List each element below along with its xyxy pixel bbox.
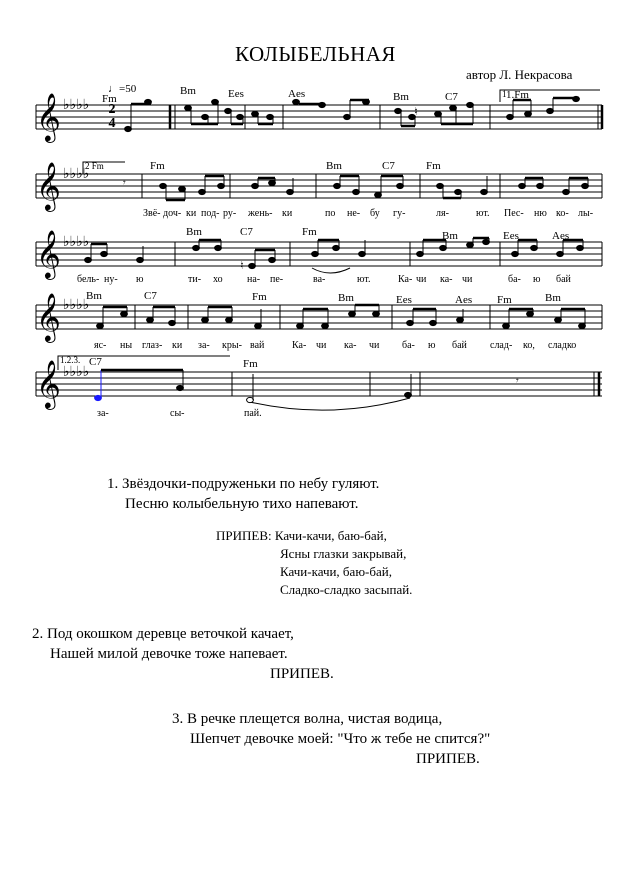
lyric-syllable: кры- bbox=[222, 340, 242, 351]
author-credit: автор Л. Некрасова bbox=[466, 67, 573, 82]
lyric-syllable: доч- bbox=[163, 208, 182, 219]
lyric-syllable: пе- bbox=[270, 274, 284, 285]
time-signature bbox=[106, 103, 118, 131]
lyric-syllable: Пес- bbox=[504, 208, 524, 219]
lyric-syllable: за- bbox=[198, 340, 210, 351]
treble-clef-icon: 𝄞 bbox=[36, 292, 61, 341]
lyric-syllable: чи bbox=[416, 274, 427, 285]
lyric-syllable: Ка- bbox=[292, 340, 307, 351]
bar-lines bbox=[36, 102, 602, 396]
slur bbox=[312, 268, 350, 273]
lyric-syllable: Звё- bbox=[143, 208, 161, 219]
lyric-syllable: ют. bbox=[476, 208, 490, 219]
lyric-syllable: пай. bbox=[244, 408, 262, 419]
chord: Ees bbox=[396, 294, 412, 306]
lyric-syllable: не- bbox=[347, 208, 361, 219]
chord: Bm bbox=[86, 290, 102, 302]
verse-line: 1. Звёздочки-подруженьки по небу гуляют. bbox=[107, 476, 380, 492]
lyric-syllable: ка- bbox=[344, 340, 357, 351]
chord: Ees bbox=[228, 88, 244, 100]
lyric-syllable: чи bbox=[462, 274, 473, 285]
chord: Bm bbox=[338, 292, 354, 304]
verse-line: 2. Под окошком деревце веточкой качает, bbox=[32, 626, 294, 642]
chord: 1.Fm bbox=[506, 89, 529, 101]
lyric-syllable: ют. bbox=[357, 274, 371, 285]
chord: Bm bbox=[186, 226, 202, 238]
lyric-syllable: чи bbox=[369, 340, 380, 351]
lyric-syllable: вай bbox=[250, 340, 265, 351]
lyric-syllable: жень- bbox=[248, 208, 273, 219]
lyric-syllable: ба- bbox=[402, 340, 415, 351]
notes bbox=[85, 96, 589, 402]
chorus-label: ПРИПЕВ: bbox=[216, 528, 272, 543]
flat-key-signature-icon: ♭♭♭♭ bbox=[63, 234, 90, 250]
volta-label-1: 1 bbox=[502, 89, 507, 99]
lyric-syllable: ки bbox=[172, 340, 183, 351]
treble-clef-icon: 𝄞 bbox=[36, 229, 61, 278]
time-signature-bottom: 4 bbox=[108, 116, 116, 131]
treble-clef-icon: 𝄞 bbox=[36, 161, 61, 210]
lyric-syllable: ны bbox=[120, 340, 133, 351]
chord: Fm bbox=[243, 358, 258, 370]
song-title: КОЛЫБЕЛЬНАЯ bbox=[235, 42, 396, 66]
natural-sign-icon: ♮ bbox=[240, 260, 244, 272]
chorus-line: Сладко-сладко засыпай. bbox=[280, 582, 413, 597]
time-signature-top: 2 bbox=[108, 102, 116, 117]
lyric-syllable: ю bbox=[428, 340, 436, 351]
lyric-syllable: гу- bbox=[393, 208, 406, 219]
lyric-syllable: Ка- bbox=[398, 274, 413, 285]
lyric-syllable: глаз- bbox=[142, 340, 163, 351]
chorus-line: Качи-качи, баю-бай, bbox=[280, 564, 392, 579]
lyric-syllable: яс- bbox=[94, 340, 107, 351]
chorus-line: Качи-качи, баю-бай, bbox=[274, 528, 387, 543]
flat-key-signature-icon: ♭♭♭♭ bbox=[63, 297, 90, 313]
chorus-reference: ПРИПЕВ. bbox=[270, 666, 334, 682]
chorus-reference: ПРИПЕВ. bbox=[416, 751, 480, 767]
lyric-syllable: ти- bbox=[188, 274, 202, 285]
chord: Bm bbox=[326, 160, 342, 172]
flat-key-signature-icon: ♭♭♭♭ bbox=[63, 364, 90, 380]
lyric-syllable: ки bbox=[282, 208, 293, 219]
chord: Bm bbox=[180, 85, 196, 97]
lyric-syllable: слад- bbox=[490, 340, 513, 351]
chord: Fm bbox=[302, 226, 317, 238]
lyric-syllable: ню bbox=[534, 208, 547, 219]
lyric-syllable: ва- bbox=[313, 274, 326, 285]
chord: C7 bbox=[144, 290, 157, 302]
lyric-syllable: ка- bbox=[440, 274, 453, 285]
chord: Bm bbox=[442, 230, 458, 242]
lyric-syllable: ко, bbox=[523, 340, 535, 351]
chord: Fm bbox=[497, 294, 512, 306]
lyric-syllable: по bbox=[325, 208, 336, 219]
staff-2 bbox=[36, 174, 602, 198]
lyric-syllable: ю bbox=[136, 274, 144, 285]
chord: Bm bbox=[393, 91, 409, 103]
staff-1 bbox=[36, 102, 602, 129]
chord: Bm bbox=[545, 292, 561, 304]
treble-clef-icon: 𝄞 bbox=[36, 359, 61, 408]
lyric-syllable: под- bbox=[201, 208, 220, 219]
flat-key-signature-icon: ♭♭♭♭ bbox=[63, 166, 90, 182]
volta-label-2: 2 Fm bbox=[85, 161, 104, 171]
lyric-syllable: бай bbox=[452, 340, 467, 351]
rest-icon: 𝄾 bbox=[122, 178, 125, 189]
tempo-marking: ♩=50 bbox=[108, 83, 137, 95]
lyric-syllable: сладко bbox=[548, 340, 577, 351]
lyric-syllable: чи bbox=[316, 340, 327, 351]
verse-2 bbox=[32, 624, 334, 684]
lyric-syllable: лы- bbox=[578, 208, 594, 219]
chord: Aes bbox=[455, 294, 473, 306]
lyric-syllable: бай bbox=[556, 274, 571, 285]
lyric-syllable: бу bbox=[370, 208, 380, 219]
lyric-syllable: ки bbox=[186, 208, 197, 219]
lyric-syllable: ко- bbox=[556, 208, 569, 219]
chord: Fm bbox=[102, 93, 117, 105]
chord: Aes bbox=[552, 230, 570, 242]
verse-line: Нашей милой девочке тоже напевает. bbox=[50, 646, 288, 662]
chord: C7 bbox=[382, 160, 395, 172]
chord: Fm bbox=[252, 291, 267, 303]
chord: Fm bbox=[150, 160, 165, 172]
natural-sign-icon: ♮ bbox=[414, 106, 418, 118]
lyric-syllable: хо bbox=[213, 274, 223, 285]
chorus-block bbox=[216, 527, 412, 599]
chord: Ees bbox=[503, 230, 519, 242]
verse-1 bbox=[107, 474, 379, 514]
volta-label-final: 1.2.3. bbox=[60, 355, 81, 365]
verse-line: 3. В речке плещется волна, чистая водица, bbox=[172, 711, 443, 727]
tie bbox=[250, 398, 410, 410]
lyric-syllable: ю bbox=[533, 274, 541, 285]
chord: Aes bbox=[288, 88, 306, 100]
verse-line: Шепчет девочке моей: "Что ж тебе не спится?" bbox=[190, 731, 491, 747]
treble-clef-icon: 𝄞 bbox=[36, 92, 61, 141]
chord: C7 bbox=[240, 226, 253, 238]
chorus-line: Ясны глазки закрывай, bbox=[280, 546, 407, 561]
lyric-syllable: ля- bbox=[436, 208, 449, 219]
lyric-syllable: ну- bbox=[104, 274, 118, 285]
rest-icon: 𝄾 bbox=[515, 376, 518, 387]
lyric-syllable: бель- bbox=[77, 274, 100, 285]
flat-key-signature-icon: ♭♭♭♭ bbox=[63, 97, 90, 113]
chord: C7 bbox=[89, 356, 102, 368]
verse-3 bbox=[172, 709, 490, 769]
lyric-syllable: на- bbox=[247, 274, 261, 285]
lyric-syllable: ба- bbox=[508, 274, 521, 285]
lyric-syllable: ру- bbox=[223, 208, 237, 219]
verse-line: Песню колыбельную тихо напевают. bbox=[125, 496, 359, 512]
lyric-syllable: за- bbox=[97, 408, 109, 419]
lyric-syllable: сы- bbox=[170, 408, 185, 419]
chord: Fm bbox=[426, 160, 441, 172]
chord: C7 bbox=[445, 91, 458, 103]
